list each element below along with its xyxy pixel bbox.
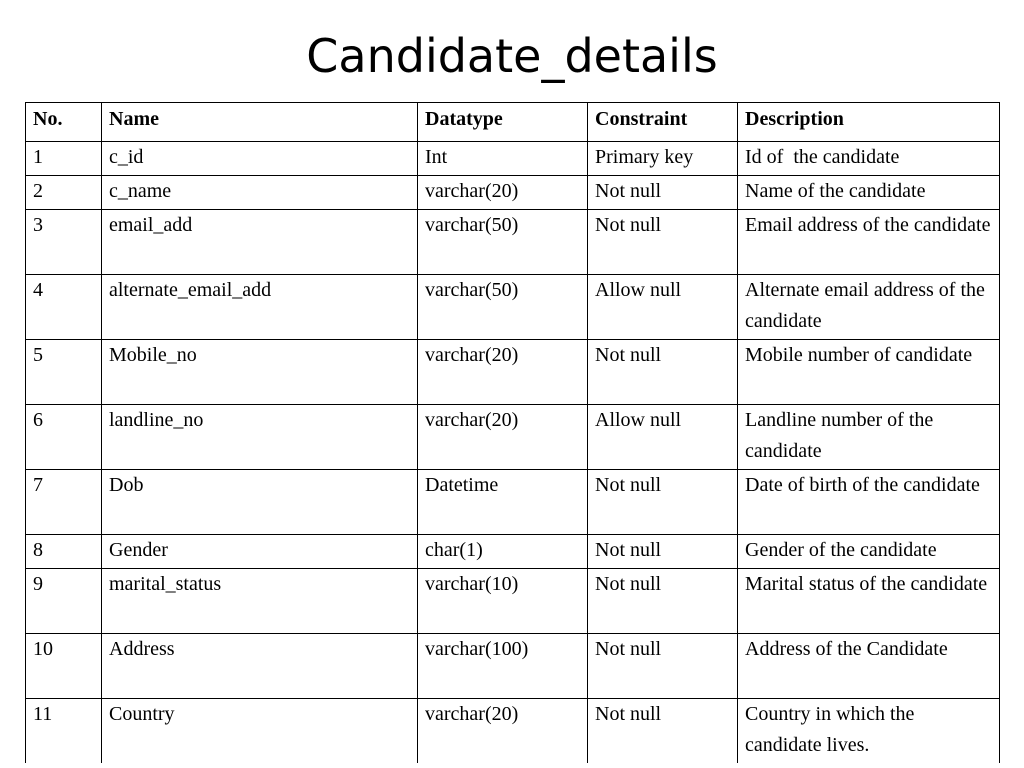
schema-table (25, 102, 1000, 763)
cell-name: alternate_email_add (102, 275, 418, 340)
cell-description: Date of birth of the candidate (738, 470, 1000, 535)
cell-datatype: varchar(10) (418, 569, 588, 634)
cell-description: Gender of the candidate (738, 535, 1000, 569)
cell-name: Gender (102, 535, 418, 569)
cell-description: Name of the candidate (738, 176, 1000, 210)
cell-name: Dob (102, 470, 418, 535)
cell-constraint: Allow null (588, 405, 738, 470)
cell-constraint: Not null (588, 470, 738, 535)
table-row (26, 535, 1000, 569)
cell-constraint: Not null (588, 699, 738, 764)
cell-no: 5 (26, 340, 102, 405)
cell-datatype: Int (418, 142, 588, 176)
cell-no: 1 (26, 142, 102, 176)
cell-no: 7 (26, 470, 102, 535)
cell-name: Country (102, 699, 418, 764)
cell-name: c_id (102, 142, 418, 176)
header-no: No. (26, 103, 102, 142)
cell-name: marital_status (102, 569, 418, 634)
cell-no: 10 (26, 634, 102, 699)
cell-description: Landline number of the candidate (738, 405, 1000, 470)
cell-datatype: varchar(20) (418, 176, 588, 210)
header-constraint: Constraint (588, 103, 738, 142)
header-datatype: Datatype (418, 103, 588, 142)
cell-name: c_name (102, 176, 418, 210)
cell-constraint: Primary key (588, 142, 738, 176)
cell-datatype: varchar(50) (418, 210, 588, 275)
cell-no: 4 (26, 275, 102, 340)
cell-description: Mobile number of candidate (738, 340, 1000, 405)
table-header-row (26, 103, 1000, 142)
cell-datatype: varchar(20) (418, 340, 588, 405)
cell-no: 11 (26, 699, 102, 764)
cell-no: 8 (26, 535, 102, 569)
slide-title: Candidate_details (306, 29, 718, 83)
cell-name: Address (102, 634, 418, 699)
cell-description: Email address of the candidate (738, 210, 1000, 275)
table-row (26, 142, 1000, 176)
cell-datatype: Datetime (418, 470, 588, 535)
cell-datatype: varchar(50) (418, 275, 588, 340)
cell-constraint: Allow null (588, 275, 738, 340)
cell-datatype: varchar(20) (418, 405, 588, 470)
cell-no: 9 (26, 569, 102, 634)
cell-name: landline_no (102, 405, 418, 470)
table-row (26, 470, 1000, 535)
cell-datatype: varchar(20) (418, 699, 588, 764)
cell-constraint: Not null (588, 340, 738, 405)
header-description: Description (738, 103, 1000, 142)
cell-name: Mobile_no (102, 340, 418, 405)
cell-datatype: char(1) (418, 535, 588, 569)
table-row (26, 405, 1000, 470)
table-row (26, 210, 1000, 275)
cell-constraint: Not null (588, 176, 738, 210)
table-row (26, 340, 1000, 405)
cell-constraint: Not null (588, 210, 738, 275)
cell-description: Address of the Candidate (738, 634, 1000, 699)
table-row (26, 699, 1000, 764)
cell-description: Id of the candidate (738, 142, 1000, 176)
cell-description: Alternate email address of the candidate (738, 275, 1000, 340)
table-row (26, 634, 1000, 699)
cell-no: 2 (26, 176, 102, 210)
table-row (26, 176, 1000, 210)
cell-constraint: Not null (588, 569, 738, 634)
table-row (26, 275, 1000, 340)
cell-constraint: Not null (588, 634, 738, 699)
table-row (26, 569, 1000, 634)
cell-no: 6 (26, 405, 102, 470)
cell-no: 3 (26, 210, 102, 275)
cell-constraint: Not null (588, 535, 738, 569)
header-name: Name (102, 103, 418, 142)
cell-description: Country in which the candidate lives. (738, 699, 1000, 764)
cell-description: Marital status of the candidate (738, 569, 1000, 634)
cell-datatype: varchar(100) (418, 634, 588, 699)
cell-name: email_add (102, 210, 418, 275)
